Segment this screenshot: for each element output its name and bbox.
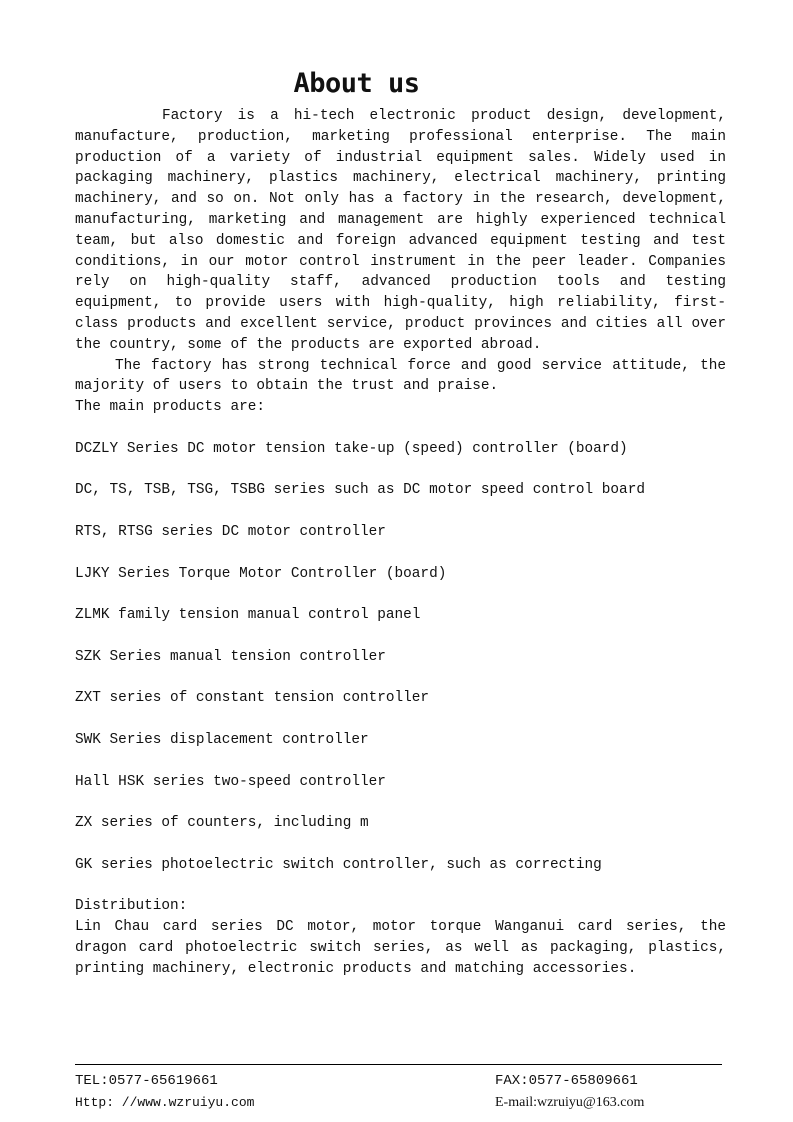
document-body xyxy=(75,106,726,979)
product-item: DC, TS, TSB, TSG, TSBG series such as DC motor speed control board xyxy=(75,482,645,499)
product-item: SZK Series manual tension controller xyxy=(75,648,386,665)
intro-paragraph-2: The factory has strong technical force and good service attitude, the majority of users to obtain the trust and praise. xyxy=(75,357,726,395)
footer-fax: FAX:0577-65809661 xyxy=(495,1073,638,1089)
product-item: Hall HSK series two-speed controller xyxy=(75,773,386,790)
product-item: SWK Series displacement controller xyxy=(75,731,369,748)
footer-website[interactable]: Http: //www.wzruiyu.com xyxy=(75,1095,255,1110)
products-heading: The main products are: xyxy=(75,399,265,416)
product-item: ZX series of counters, including m xyxy=(75,815,369,832)
distribution-heading: Distribution: xyxy=(75,898,188,915)
product-list xyxy=(75,439,726,876)
product-item: DCZLY Series DC motor tension take-up (speed) controller (board) xyxy=(75,440,628,457)
footer-email[interactable]: E-mail:wzruiyu@163.com xyxy=(495,1095,645,1110)
product-item: LJKY Series Torque Motor Controller (board) xyxy=(75,565,447,582)
distribution-text: Lin Chau card series DC motor, motor torque Wanganui card series, the dragon card photoelectric switch series, as well as packaging, plastics, printing machinery, electronic products and matching accessories. xyxy=(75,919,726,977)
intro-paragraph-1: Factory is a hi-tech electronic product design, development, manufacture, production, marketing professional enterprise. The main production of a variety of industrial equipment sales. Widely used in packaging machinery, plastics machinery, electrical machinery, printing machinery, and so on. Not only has a factory in the research, development, manufacturing, marketing and management are highly experienced technical team, but also domestic and foreign advanced equipment testing and test conditions, in our motor control instrument in the peer leader. Companies rely on high-quality staff, advanced production tools and testing equipment, to provide users with high-quality, high reliability, first-class products and excellent service, product provinces and cities all over the country, some of the products are exported abroad. xyxy=(75,108,726,353)
page-title: About us xyxy=(293,68,420,99)
product-item: RTS, RTSG series DC motor controller xyxy=(75,523,386,540)
footer-tel: TEL:0577-65619661 xyxy=(75,1073,218,1089)
product-item: ZLMK family tension manual control panel xyxy=(75,607,421,624)
product-item: GK series photoelectric switch controller, such as correcting xyxy=(75,856,602,873)
footer-divider xyxy=(75,1064,722,1065)
product-item: ZXT series of constant tension controller xyxy=(75,690,430,707)
